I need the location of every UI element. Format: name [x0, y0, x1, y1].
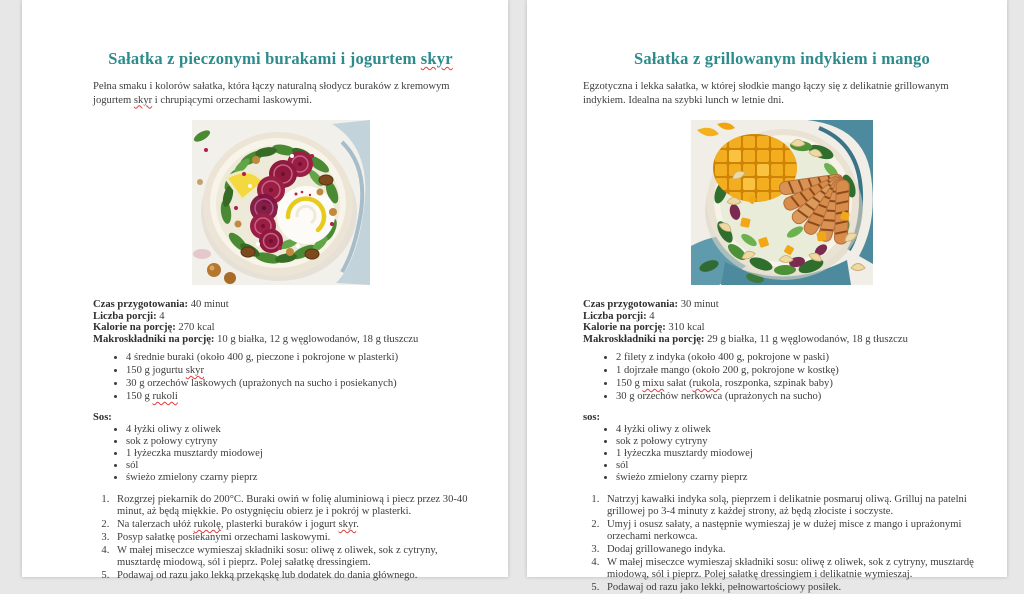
ingredient-item: [126, 391, 468, 403]
ingredient-item: [616, 378, 981, 390]
meta-macros: [583, 334, 981, 346]
meta-value: 270 kcal: [175, 322, 215, 334]
meta-label: Kalorie na porcję:: [93, 322, 176, 334]
text-segment: Egzotyczna i lekka sałatka, w której słodkie mango łączy się z delikatnie grillowanym indykiem. Idealna na szybki lunch w letnie dni.: [583, 81, 949, 106]
misspelled-word: skyr: [133, 94, 153, 106]
meta-calories: [583, 322, 981, 334]
text-segment: Sałatka z grillowanym indykiem i mango: [634, 49, 930, 68]
meta-prep-time: [93, 299, 468, 311]
sauce-item: • sól: [126, 460, 468, 471]
ingredient-list: [583, 352, 981, 403]
instruction-step: [602, 519, 981, 543]
meta-prep-time: [583, 299, 981, 311]
text-segment: Podawaj od razu jako lekki, pełnowartościowy posiłek.: [607, 581, 842, 593]
instruction-step: [112, 532, 468, 544]
text-segment: 150 g: [126, 391, 153, 403]
text-segment: W małej miseczce wymieszaj składniki sosu: oliwę z oliwek, sok z cytryny, musztardę miodową, sól i pieprz. Polej sałatkę dressingiem.: [117, 544, 438, 568]
sauce-item: • świeżo zmielony czarny pieprz: [616, 472, 981, 483]
sauce-item: • świeżo zmielony czarny pieprz: [126, 472, 468, 483]
ingredient-item: [616, 365, 981, 377]
text-segment: Posyp sałatkę posiekanymi orzechami laskowymi.: [117, 532, 331, 544]
instruction-step: [602, 544, 981, 556]
instruction-list: [583, 494, 981, 593]
ingredient-item: [126, 365, 468, 377]
text-segment: 30 g orzechów laskowych (uprażonych na sucho i posiekanych): [126, 378, 397, 389]
instruction-step: [112, 570, 468, 582]
text-segment: W małej miseczce wymieszaj składniki sosu: oliwę z oliwek, sok z cytryny, musztardę miodową, sól i pieprz. Polej sałatkę dressingiem i delikatnie wymieszaj.: [607, 556, 974, 580]
instruction-step: [602, 582, 981, 594]
text-segment: 30 g orzechów nerkowca (uprażonych na sucho): [616, 391, 822, 403]
misspelled-word: skyr: [338, 519, 357, 531]
text-segment: Umyj i osusz sałaty, a następnie wymieszaj je w dużej misce z mango i uprażonymi orzechami nerkowca.: [607, 519, 962, 543]
misspelled-word: skyr: [420, 49, 453, 68]
meta-value: 4: [156, 310, 165, 322]
recipe-description: [93, 80, 468, 107]
text-segment: .: [356, 519, 359, 531]
sauce-item: • 1 łyżeczka musztardy miodowej: [616, 448, 981, 459]
sauce-list: [93, 424, 468, 483]
sauce-item: • sok z połowy cytryny: [126, 436, 468, 447]
document-page-beet-salad: [22, 0, 508, 581]
instruction-step: [602, 494, 981, 518]
recipe-meta: [583, 299, 981, 346]
text-segment: Na talerzach ułóż: [117, 519, 194, 531]
instruction-step: [112, 519, 468, 531]
text-segment: 4 średnie buraki (około 400 g, pieczone i pokrojone w plasterki): [126, 351, 399, 363]
meta-label: Kalorie na porcję:: [583, 322, 666, 334]
ingredient-item: [616, 352, 981, 364]
recipe-meta: [93, 299, 468, 346]
instruction-step: [602, 557, 981, 581]
meta-value: 310 kcal: [665, 322, 705, 334]
text-segment: Podawaj od razu jako lekką przekąskę lub dodatek do dania głównego.: [117, 569, 418, 581]
meta-value: 30 minut: [678, 299, 719, 310]
text-segment: Natrzyj kawałki indyka solą, pieprzem i delikatnie posmaruj oliwą. Grilluj na patelni grillowej po 3-4 minuty z każdej strony, aż będą złociste i soczyste.: [607, 494, 967, 518]
recipe-title: [583, 48, 981, 69]
recipe-photo: [691, 120, 873, 285]
sauce-item: • 4 łyżki oliwy z oliwek: [126, 424, 468, 435]
text-segment: sałat (: [664, 378, 693, 389]
meta-label: Czas przygotowania:: [93, 299, 189, 310]
sauce-heading: sos:: [583, 411, 601, 423]
recipe-description: [583, 80, 981, 107]
instruction-step: [112, 494, 468, 518]
document-page-mango-turkey-salad: [527, 0, 1007, 593]
ingredient-item: [126, 352, 468, 364]
beet-salad-image: [192, 120, 370, 285]
sauce-item: • sól: [616, 460, 981, 471]
ingredient-list: [93, 352, 468, 403]
text-segment: Rozgrzej piekarnik do 200°C. Buraki owiń w folię aluminiową i piecz przez 30-40 minut, aż będą miękkie. Po ostygnięciu obierz je i pokrój w plasterki.: [117, 494, 468, 518]
sauce-item: • 1 łyżeczka musztardy miodowej: [126, 448, 468, 459]
mango-turkey-salad-image: [691, 120, 873, 285]
text-segment: Dodaj grillowanego indyka.: [607, 543, 726, 555]
meta-macros: [93, 334, 468, 346]
meta-servings: [583, 311, 981, 323]
meta-value: 40 minut: [188, 299, 229, 310]
text-segment: i chrupiącymi orzechami laskowymi.: [152, 94, 312, 106]
sauce-heading: Sos:: [93, 411, 112, 423]
meta-label: Makroskładniki na porcję:: [93, 334, 215, 346]
misspelled-word: rukoli: [152, 391, 178, 403]
misspelled-word: rukolę: [193, 519, 221, 531]
meta-label: Liczba porcji:: [93, 310, 157, 322]
ingredient-item: [616, 391, 981, 403]
instruction-list: [93, 494, 468, 581]
text-segment: Sałatka z pieczonymi burakami i jogurtem: [108, 49, 421, 68]
sauce-list: [583, 424, 981, 483]
meta-label: Makroskładniki na porcję:: [583, 334, 705, 346]
misspelled-word: mixu: [642, 378, 665, 389]
text-segment: , plasterki buraków i jogurt: [220, 519, 339, 531]
text-segment: Pełna smaku i kolorów sałatka, która łączy naturalną słodycz buraków z kremowym jogurtem: [93, 81, 450, 106]
meta-value: 29 g białka, 11 g węglowodanów, 18 g tłuszczu: [704, 334, 908, 346]
recipe-photo: [192, 120, 370, 285]
text-segment: 2 filety z indyka (około 400 g, pokrojone w paski): [616, 351, 830, 363]
recipe-title: [93, 48, 468, 69]
meta-value: 4: [646, 310, 655, 322]
text-segment: , roszponka, szpinak baby): [719, 378, 833, 389]
meta-servings: [93, 311, 468, 323]
meta-label: Czas przygotowania:: [583, 299, 679, 310]
text-segment: 1 dojrzałe mango (około 200 g, pokrojone w kostkę): [616, 364, 839, 376]
sauce-item: • 4 łyżki oliwy z oliwek: [616, 424, 981, 435]
sauce-item: • sok z połowy cytryny: [616, 436, 981, 447]
meta-label: Liczba porcji:: [583, 310, 647, 322]
ingredient-item: [126, 378, 468, 390]
misspelled-word: skyr: [185, 364, 204, 376]
meta-value: 10 g białka, 12 g węglowodanów, 18 g tłuszczu: [214, 334, 419, 346]
text-segment: 150 g: [616, 378, 643, 389]
misspelled-word: rukola: [692, 378, 720, 389]
instruction-step: [112, 545, 468, 569]
text-segment: 150 g jogurtu: [126, 364, 186, 376]
meta-calories: [93, 322, 468, 334]
